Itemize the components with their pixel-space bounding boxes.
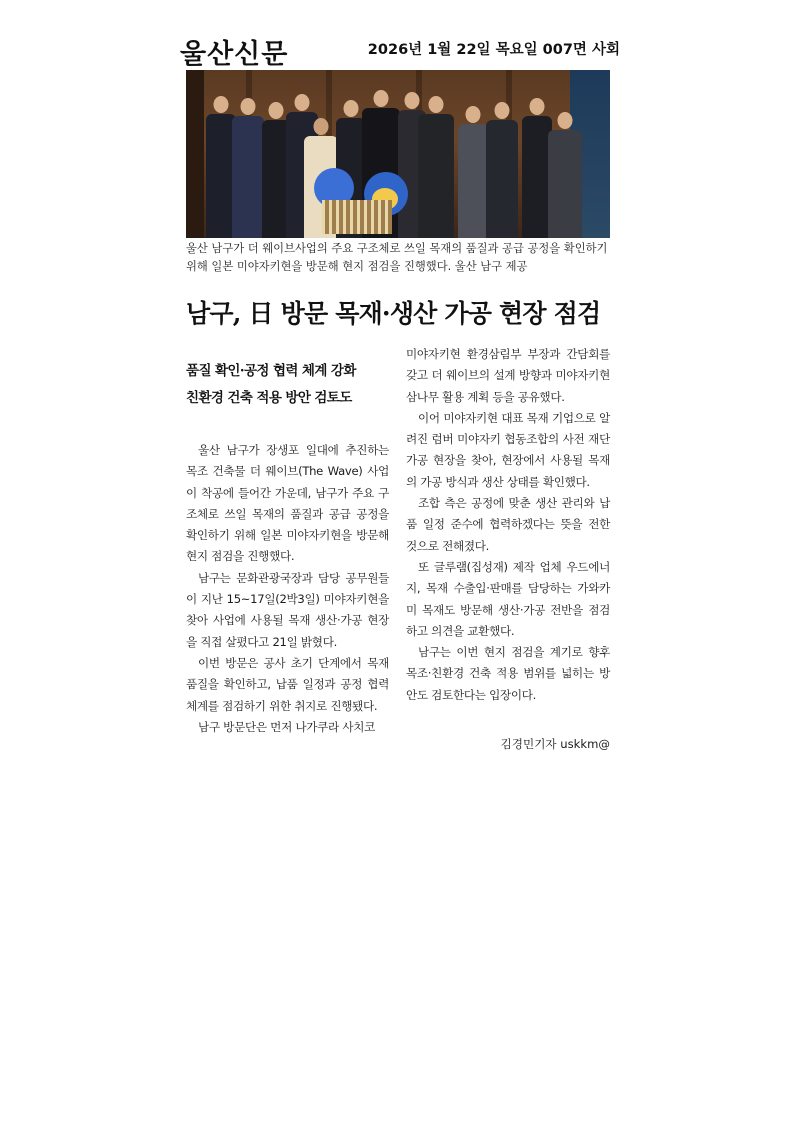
article-photo — [186, 70, 610, 238]
paragraph: 남구 방문단은 먼저 나가쿠라 사치코 — [198, 719, 376, 734]
paragraph: 남구는 이번 현지 점검을 계기로 향후 목조·친환경 건축 적용 범위를 넓히는 방안도 검토한다는 입장이다. — [406, 645, 610, 702]
article-column-left — [186, 440, 389, 738]
subhead-line: 친환경 건축 적용 방안 검토도 — [186, 390, 352, 406]
paragraph: 남구는 문화관광국장과 담당 공무원들이 지난 15~17일(2박3일) 미야자키현을 찾아 사업에 사용될 목재 생산·가공 현장을 직접 살폈다고 21일 밝혔다. — [186, 570, 389, 649]
article-column-right — [406, 344, 610, 706]
person — [548, 112, 582, 238]
paragraph: 미야자키현 환경삼림부 부장과 간담회를 갖고 더 웨이브의 설계 방향과 미야자키현 삼나무 활용 계획 등을 공유했다. — [406, 347, 610, 404]
article-headline: 남구, 日 방문 목재·생산 가공 현장 점검 — [186, 299, 601, 328]
paragraph: 이번 방문은 공사 초기 단계에서 목재 품질을 확인하고, 납품 일정과 공정 협력 체계를 점검하기 위한 취지로 진행됐다. — [186, 655, 389, 713]
subhead-line: 품질 확인·공정 협력 체계 강화 — [186, 363, 356, 379]
person — [458, 106, 488, 238]
paragraph: 울산 남구가 장생포 일대에 추진하는 목조 건축물 더 웨이브(The Wave) 사업이 착공에 들어간 가운데, 남구가 주요 구조체로 쓰일 목재의 품질과 공급 공정을 확인하기 위해 일본 미야자키현을 방문해 현지 점검을 진행했다. — [186, 443, 389, 564]
paragraph: 이어 미야자키현 대표 목재 기업으로 알려진 럼버 미야자키 협동조합의 사전 재단 가공 현장을 찾아, 현장에서 사용될 목재의 가공 방식과 생산 상태를 확인했다. — [406, 410, 610, 489]
masthead — [180, 32, 620, 70]
article-subheads — [186, 358, 396, 412]
issue-info: 2026년 1월 22일 목요일 007면 사회 — [367, 42, 620, 58]
paragraph: 조합 측은 공정에 맞춘 생산 관리와 납품 일정 준수에 협력하겠다는 뜻을 전한 것으로 전해졌다. — [406, 496, 610, 553]
photo-caption: 울산 남구가 더 웨이브사업의 주요 구조체로 쓰일 목재의 품질과 공급 공정을 확인하기 위해 일본 미야자키현을 방문해 현지 점검을 진행했다. 울산 남구 제공 — [186, 242, 608, 273]
photo-shadow — [186, 70, 204, 238]
person — [418, 96, 454, 238]
newspaper-name: 울산신문 — [180, 39, 289, 70]
wood-model — [322, 200, 392, 234]
paragraph: 또 글루램(집성재) 제작 업체 우드에너지, 목재 수출입·판매를 담당하는 가와카미 목재도 방문해 생산·가공 전반을 점검하고 의견을 교환했다. — [406, 559, 610, 638]
person — [232, 98, 264, 238]
byline: 김경민기자 uskkm@ — [500, 737, 610, 751]
person — [486, 102, 518, 238]
